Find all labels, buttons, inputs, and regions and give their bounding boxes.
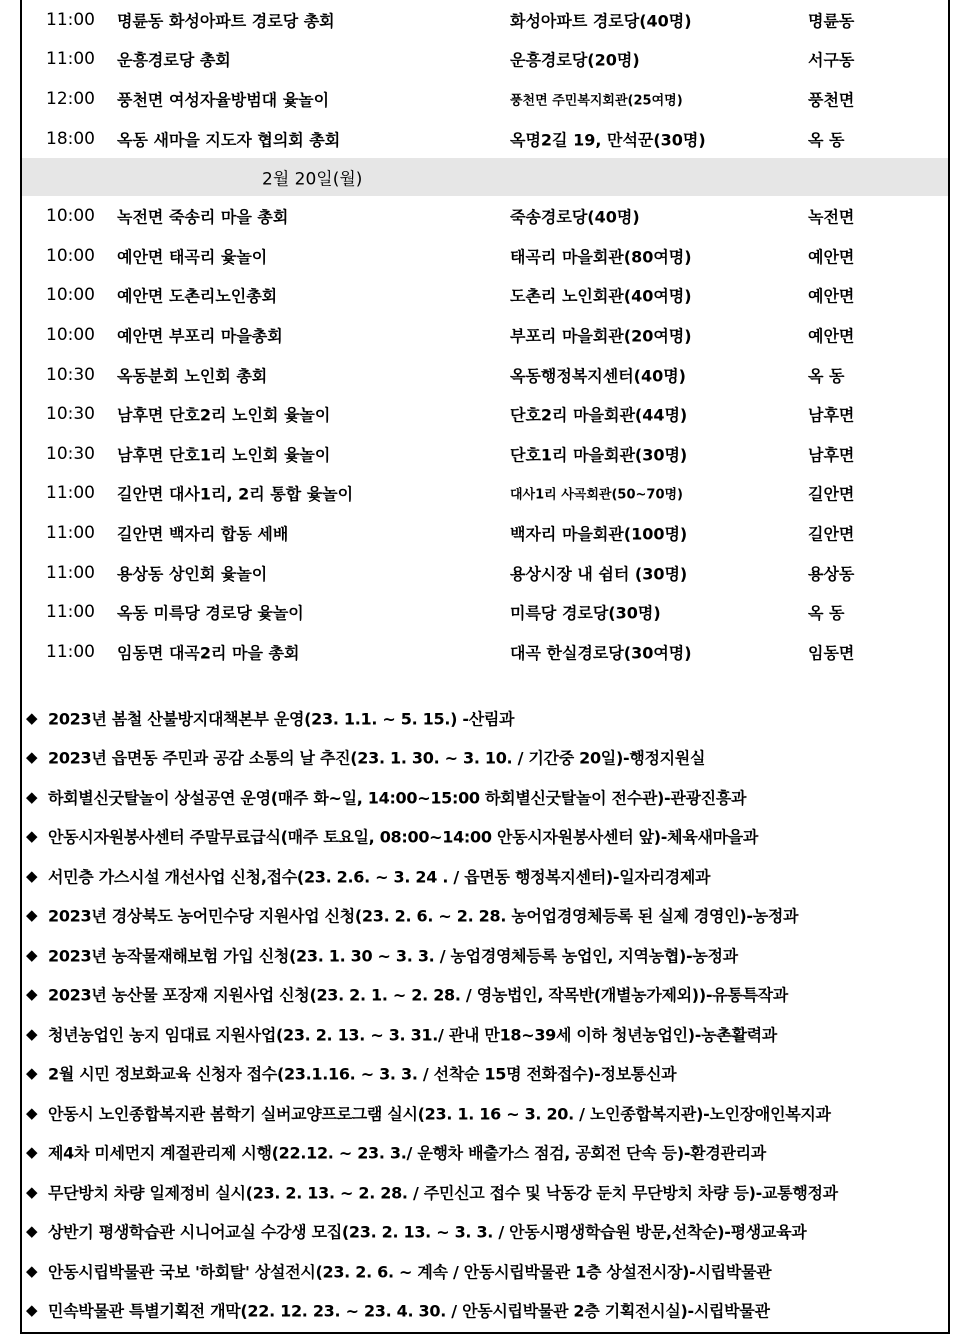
event-time: 11:00 — [46, 562, 95, 583]
event-time: 10:30 — [46, 364, 95, 385]
event-place: 단호2리 마을회관(44명) — [510, 405, 688, 425]
notice-text: 제4차 미세먼지 계절관리제 시행(22.12. ~ 23. 3./ 운행차 배출가스 점검, 공회전 단속 등)-환경관리과 — [48, 1143, 766, 1163]
notice-text: 상반기 평생학습관 시니어교실 수강생 모집(23. 2. 13. ~ 3. 3. / 안동시평생학습원 방문,선착순)-평생교육과 — [48, 1222, 807, 1242]
event-place: 죽송경로당(40명) — [510, 207, 640, 227]
event-time: 11:00 — [46, 49, 95, 70]
schedule-row — [22, 474, 948, 514]
notice-item — [22, 935, 948, 975]
event-title: 남후면 단호1리 노인회 윷놀이 — [117, 445, 331, 465]
diamond-bullet-icon: ◆ — [26, 787, 38, 806]
event-area: 길안면 — [808, 484, 855, 504]
event-title: 예안면 도촌리노인총회 — [117, 286, 278, 306]
schedule-row — [22, 355, 948, 395]
schedule-row — [22, 553, 948, 593]
notice-item — [22, 1054, 948, 1094]
event-title: 용상동 상인회 윷놀이 — [117, 564, 268, 584]
notice-text: 무단방치 차량 일제정비 실시(23. 2. 13. ~ 2. 28. / 주민신고 접수 및 낙동강 둔치 무단방치 차량 등)-교통행정과 — [48, 1183, 838, 1203]
event-title: 남후면 단호2리 노인회 윷놀이 — [117, 405, 331, 425]
diamond-bullet-icon: ◆ — [26, 748, 38, 767]
event-place: 태곡리 마을회관(80여명) — [510, 247, 692, 267]
event-area: 길안면 — [808, 524, 855, 544]
event-place: 화성아파트 경로당(40명) — [510, 11, 692, 31]
notice-text: 2023년 봄철 산불방지대책본부 운영(23. 1.1. ~ 5. 15.) -산림과 — [48, 709, 515, 729]
notice-text: 안동시자원봉사센터 주말무료급식(매주 토요일, 08:00~14:00 안동시자원봉사센터 앞)-체육새마을과 — [48, 827, 759, 847]
schedule-row — [22, 434, 948, 474]
event-title: 명륜동 화성아파트 경로당 총회 — [117, 11, 335, 31]
event-area: 임동면 — [808, 643, 855, 663]
schedule-row — [22, 79, 948, 119]
schedule-row — [22, 119, 948, 159]
event-title: 풍천면 여성자율방범대 윷놀이 — [117, 90, 330, 110]
event-place: 미륵당 경로당(30명) — [510, 603, 661, 623]
notice-item — [22, 1291, 948, 1331]
notice-item — [22, 1133, 948, 1173]
notice-item — [22, 738, 948, 778]
notice-text: 2월 시민 정보화교육 신청자 접수(23.1.16. ~ 3. 3. / 선착순 15명 전화접수)-정보통신과 — [48, 1064, 677, 1084]
event-place: 운흥경로당(20명) — [510, 50, 640, 70]
notice-text: 청년농업인 농지 임대료 지원사업(23. 2. 13. ~ 3. 31./ 관내 만18~39세 이하 청년농업인)-농촌활력과 — [48, 1025, 777, 1045]
event-title: 길안면 백자리 합동 세배 — [117, 524, 289, 544]
diamond-bullet-icon: ◆ — [26, 1261, 38, 1280]
event-title: 옥동분회 노인회 총회 — [117, 366, 268, 386]
diamond-bullet-icon: ◆ — [26, 1182, 38, 1201]
date-header-label: 2월 20일(월) — [262, 169, 363, 190]
notice-text: 안동시립박물관 국보 '하회탈' 상설전시(23. 2. 6. ~ 계속 / 안동시립박물관 1층 상설전시장)-시립박물관 — [48, 1262, 772, 1282]
event-area: 옥 동 — [808, 603, 845, 623]
notice-text: 2023년 농작물재해보험 가입 신청(23. 1. 30 ~ 3. 3. / 농업경영체등록 농업인, 지역농협)-농정과 — [48, 946, 738, 966]
event-title: 예안면 부포리 마을총회 — [117, 326, 283, 346]
notice-item — [22, 777, 948, 817]
event-area: 남후면 — [808, 445, 855, 465]
notice-text: 서민층 가스시설 개선사업 신청,접수(23. 2.6. ~ 3. 24 . / 읍면동 행정복지센터)-일자리경제과 — [48, 867, 711, 887]
schedule-row — [22, 394, 948, 434]
event-area: 예안면 — [808, 326, 855, 346]
notice-item — [22, 1093, 948, 1133]
schedule-row — [22, 513, 948, 553]
diamond-bullet-icon: ◆ — [26, 866, 38, 885]
event-time: 10:00 — [46, 206, 95, 227]
event-area: 예안면 — [808, 286, 855, 306]
notice-text: 2023년 농산물 포장재 지원사업 신청(23. 2. 1. ~ 2. 28. / 영농법인, 작목반(개별농가제외))-유통특작과 — [48, 985, 788, 1005]
event-place: 대곡 한실경로당(30여명) — [510, 643, 692, 663]
notice-item — [22, 1251, 948, 1291]
notice-item — [22, 1172, 948, 1212]
event-title: 옥동 새마을 지도자 협의회 총회 — [117, 130, 341, 150]
event-time: 10:00 — [46, 245, 95, 266]
event-time: 11:00 — [46, 641, 95, 662]
diamond-bullet-icon: ◆ — [26, 1301, 38, 1320]
event-area: 용상동 — [808, 564, 855, 584]
diamond-bullet-icon: ◆ — [26, 708, 38, 727]
diamond-bullet-icon: ◆ — [26, 985, 38, 1004]
event-area: 풍천면 — [808, 90, 855, 110]
event-time: 12:00 — [46, 88, 95, 109]
event-place: 옥동행정복지센터(40명) — [510, 366, 686, 386]
event-place: 용상시장 내 쉼터 (30명) — [510, 564, 688, 584]
event-area: 서구동 — [808, 50, 855, 70]
event-time: 11:00 — [46, 483, 95, 504]
notice-item — [22, 975, 948, 1015]
notice-text: 2023년 경상북도 농어민수당 지원사업 신청(23. 2. 6. ~ 2. 28. 농어업경영체등록 된 실제 경영인)-농정과 — [48, 906, 799, 926]
schedule-row — [22, 236, 948, 276]
event-place: 도촌리 노인회관(40여명) — [510, 286, 692, 306]
document-frame — [20, 0, 950, 1334]
event-time: 10:30 — [46, 443, 95, 464]
event-place: 옥명2길 19, 만석꾼(30명) — [510, 130, 706, 150]
schedule-row — [22, 0, 948, 40]
event-area: 옥 동 — [808, 366, 845, 386]
date-header — [22, 158, 948, 196]
event-area: 남후면 — [808, 405, 855, 425]
event-place: 단호1리 마을회관(30명) — [510, 445, 688, 465]
diamond-bullet-icon: ◆ — [26, 1064, 38, 1083]
diamond-bullet-icon: ◆ — [26, 906, 38, 925]
event-area: 옥 동 — [808, 130, 845, 150]
event-time: 11:00 — [46, 602, 95, 623]
diamond-bullet-icon: ◆ — [26, 827, 38, 846]
notice-item — [22, 698, 948, 738]
event-area: 예안면 — [808, 247, 855, 267]
event-title: 예안면 태곡리 윷놀이 — [117, 247, 268, 267]
event-time: 11:00 — [46, 9, 95, 30]
diamond-bullet-icon: ◆ — [26, 945, 38, 964]
schedule-row — [22, 315, 948, 355]
event-place: 대사1리 사곡회관(50~70명) — [510, 487, 683, 503]
event-time: 18:00 — [46, 128, 95, 149]
notice-item — [22, 817, 948, 857]
event-title: 옥동 미륵당 경로당 윷놀이 — [117, 603, 304, 623]
event-area: 명륜동 — [808, 11, 855, 31]
event-time: 10:00 — [46, 324, 95, 345]
event-place: 풍천면 주민복지회관(25여명) — [510, 93, 683, 109]
diamond-bullet-icon: ◆ — [26, 1222, 38, 1241]
schedule-row — [22, 592, 948, 632]
event-area: 녹전면 — [808, 207, 855, 227]
schedule-row — [22, 40, 948, 80]
notice-item — [22, 1014, 948, 1054]
notice-text: 2023년 읍면동 주민과 공감 소통의 날 추진(23. 1. 30. ~ 3. 10. / 기간중 20일)-행정지원실 — [48, 748, 706, 768]
notice-list — [22, 698, 948, 1330]
event-time: 11:00 — [46, 522, 95, 543]
notice-text: 안동시 노인종합복지관 봄학기 실버교양프로그램 실시(23. 1. 16 ~ 3. 20. / 노인종합복지관)-노인장애인복지과 — [48, 1104, 831, 1124]
diamond-bullet-icon: ◆ — [26, 1103, 38, 1122]
notice-text: 하회별신굿탈놀이 상설공연 운영(매주 화~일, 14:00~15:00 하회별신굿탈놀이 전수관)-관광진흥과 — [48, 788, 747, 808]
notice-item — [22, 856, 948, 896]
event-place: 백자리 마을회관(100명) — [510, 524, 688, 544]
event-title: 임동면 대곡2리 마을 총회 — [117, 643, 300, 663]
event-time: 10:00 — [46, 285, 95, 306]
event-title: 녹전면 죽송리 마을 총회 — [117, 207, 289, 227]
event-time: 10:30 — [46, 404, 95, 425]
schedule-row — [22, 632, 948, 672]
schedule-row — [22, 276, 948, 316]
diamond-bullet-icon: ◆ — [26, 1143, 38, 1162]
schedule-table — [22, 0, 948, 672]
notice-item — [22, 1212, 948, 1252]
event-place: 부포리 마을회관(20여명) — [510, 326, 692, 346]
schedule-row — [22, 196, 948, 236]
notice-text: 민속박물관 특별기획전 개막(22. 12. 23. ~ 23. 4. 30. / 안동시립박물관 2층 기획전시실)-시립박물관 — [48, 1301, 770, 1321]
diamond-bullet-icon: ◆ — [26, 1024, 38, 1043]
notice-item — [22, 896, 948, 936]
event-title: 길안면 대사1리, 2리 통합 윷놀이 — [117, 484, 354, 504]
event-title: 운흥경로당 총회 — [117, 50, 231, 70]
